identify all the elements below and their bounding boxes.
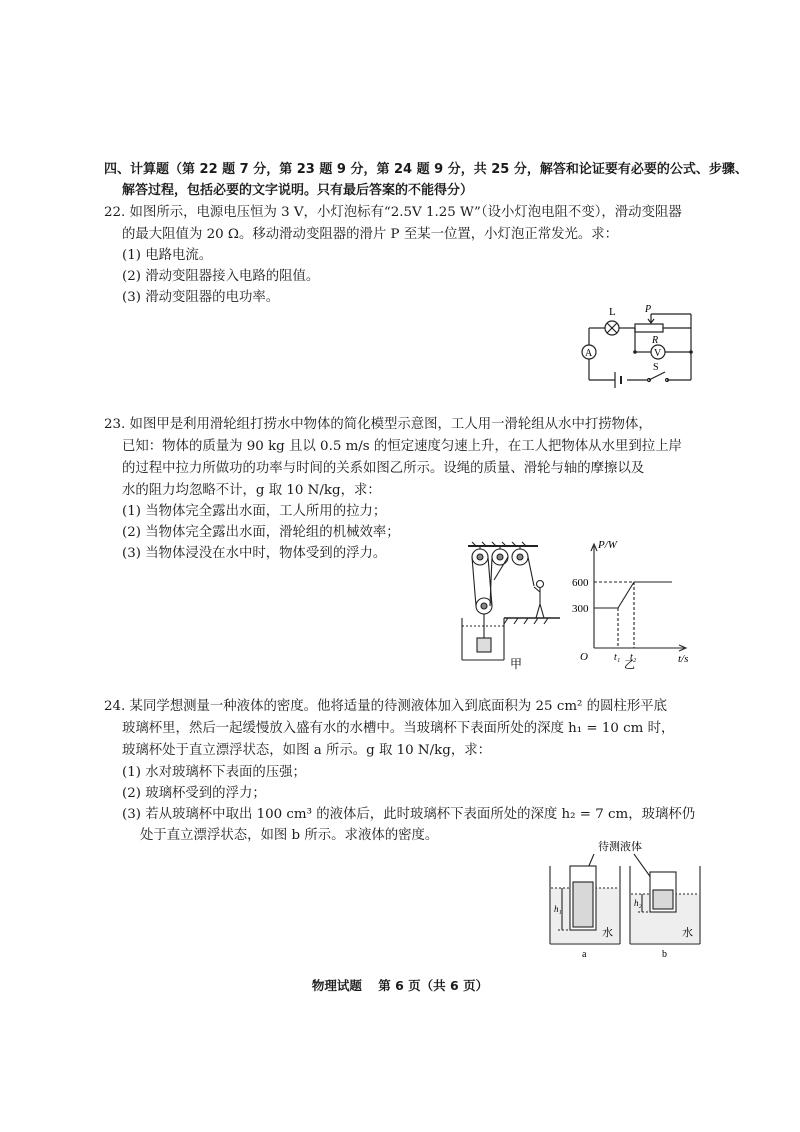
footer-page-number: 第 6 页（共 6 页） <box>378 978 489 993</box>
footer-subject: 物理试题 <box>311 978 362 993</box>
y-axis-label: P/W <box>598 539 617 551</box>
q23-line-1: 23. 如图甲是利用滑轮组打捞水中物体的简化模型示意图，工人用一滑轮组从水中打捞物体， <box>104 417 652 432</box>
q23-line-3: 的过程中拉力所做功的功率与时间的关系如图乙所示。设绳的质量、滑轮与轴的摩擦以及 <box>122 461 645 476</box>
ammeter-label: A <box>585 348 593 359</box>
x-axis-label: t/s <box>678 653 689 665</box>
q22-item-3: (3) 滑动变阻器的电功率。 <box>122 290 280 305</box>
q22-item-2: (2) 滑动变阻器接入电路的阻值。 <box>122 269 320 284</box>
origin-label: O <box>580 651 588 663</box>
h2-label: h₂ <box>634 898 642 908</box>
x-tick-t2: t₂ <box>630 652 637 663</box>
pulley-system-figure <box>460 540 570 670</box>
slider-label: P <box>645 304 652 315</box>
q24-line-1: 24. 某同学想测量一种液体的密度。他将适量的待测液体加入到底面积为 25 cm² 的圆柱形平底 <box>104 699 667 714</box>
page-footer <box>0 976 800 994</box>
liquid-label: 待测液体 <box>598 841 642 853</box>
switch-label: S <box>653 362 659 373</box>
h1-label: h₁ <box>554 904 562 914</box>
section-heading-line-2: 解答过程，包括必要的文字说明。只有最后答案的不能得分） <box>122 183 474 198</box>
caption-b: b <box>662 949 667 960</box>
q23-line-2: 已知：物体的质量为 90 kg 且以 0.5 m/s 的恒定速度匀速上升，在工人把物体从水里到拉上岸 <box>122 439 682 454</box>
y-tick-600: 600 <box>572 577 589 589</box>
y-tick-300: 300 <box>572 603 589 615</box>
circuit-diagram <box>575 300 700 392</box>
q24-item-1: (1) 水对玻璃杯下表面的压强； <box>122 765 306 780</box>
q24-item-3-line-2: 处于直立漂浮状态，如图 b 所示。求液体的密度。 <box>140 828 439 843</box>
figure-jia-label: 甲 <box>510 657 523 670</box>
water-label-a: 水 <box>602 927 613 939</box>
x-tick-t1: t₁ <box>614 652 621 663</box>
q23-item-1: (1) 当物体完全露出水面，工人所用的拉力； <box>122 504 387 519</box>
voltmeter-label: V <box>654 348 662 359</box>
q22-line-2: 的最大阻值为 20 Ω。移动滑动变阻器的滑片 P 至某一位置，小灯泡正常发光。求： <box>122 227 619 242</box>
rheostat-label: R <box>652 335 659 346</box>
q24-item-2: (2) 玻璃杯受到的浮力； <box>122 786 266 801</box>
lamp-label: L <box>609 306 616 318</box>
power-time-graph <box>572 538 702 670</box>
q24-item-3-line-1: (3) 若从玻璃杯中取出 100 cm³ 的液体后，此时玻璃杯下表面所处的深度 h₂ = 7 cm，玻璃杯仍 <box>122 807 696 822</box>
q22-line-1: 22. 如图所示，电源电压恒为 3 V，小灯泡标有“2.5V 1.25 W”（设小灯泡电阻不变），滑动变阻器 <box>104 205 682 220</box>
floating-cup-figure <box>546 838 706 960</box>
water-label-b: 水 <box>682 927 693 939</box>
caption-a: a <box>582 949 587 960</box>
section-heading-line-1: 四、计算题（第 22 题 7 分，第 23 题 9 分，第 24 题 9 分，共 25 分，解答和论证要有必要的公式、步骤、 <box>104 162 748 177</box>
q23-line-4: 水的阻力均忽略不计，g 取 10 N/kg，求： <box>122 483 381 498</box>
q22-item-1: (1) 电路电流。 <box>122 248 213 263</box>
q23-item-2: (2) 当物体完全露出水面，滑轮组的机械效率； <box>122 525 400 540</box>
graph-yi-label: 乙 <box>624 659 635 670</box>
q23-item-3: (3) 当物体浸没在水中时，物体受到的浮力。 <box>122 546 387 561</box>
q24-line-3: 玻璃杯处于直立漂浮状态，如图 a 所示。g 取 10 N/kg，求： <box>122 743 491 758</box>
q24-line-2: 玻璃杯里，然后一起缓慢放入盛有水的水槽中。当玻璃杯下表面所处的深度 h₁ = 10 cm 时， <box>122 721 675 736</box>
